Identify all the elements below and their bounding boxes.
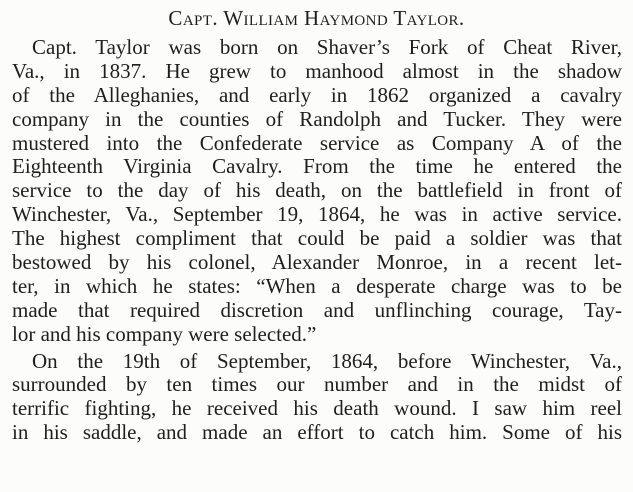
title-text: Capt. William Haymond Taylor.: [168, 6, 465, 30]
text-line: Capt. Taylor was born on Shaver’s Fork of Cheat River,: [32, 35, 622, 59]
paragraph: [12, 350, 622, 446]
text-line: service to the day of his death, on the battlefield in front of: [12, 178, 622, 203]
text-line: lor and his company were selected.”: [12, 321, 317, 346]
text-line: terrific fighting, he received his death wound. I saw him reel: [12, 396, 622, 421]
text-line: ter, in which he states: “When a desperate charge was to be: [12, 273, 622, 298]
text-line: made that required discretion and unflinching courage, Tay-: [12, 297, 622, 322]
text-line: On the 19th of September, 1864, before Winchester, Va.,: [32, 348, 622, 373]
text-line: The highest compliment that could be paid a soldier was that: [12, 226, 622, 251]
text-line: company in the counties of Randolph and Tucker. They were: [12, 106, 622, 131]
text-line: Va., in 1837. He grew to manhood almost in the shadow: [12, 58, 622, 83]
body-text: [12, 36, 622, 445]
text-line: surrounded by ten times our number and in the midst of: [12, 372, 622, 397]
text-line: bestowed by his colonel, Alexander Monroe, in a recent let-: [12, 250, 622, 275]
text-line: in his saddle, and made an effort to catch him. Some of his: [12, 420, 622, 445]
text-line: mustered into the Confederate service as Company A of the: [12, 130, 622, 155]
text-line: of the Alleghanies, and early in 1862 organized a cavalry: [12, 82, 622, 107]
text-line: Eighteenth Virginia Cavalry. From the time he entered the: [12, 154, 622, 179]
paragraph: [12, 36, 622, 347]
page-title: [0, 5, 633, 31]
text-line: Winchester, Va., September 19, 1864, he was in active service.: [12, 202, 622, 227]
